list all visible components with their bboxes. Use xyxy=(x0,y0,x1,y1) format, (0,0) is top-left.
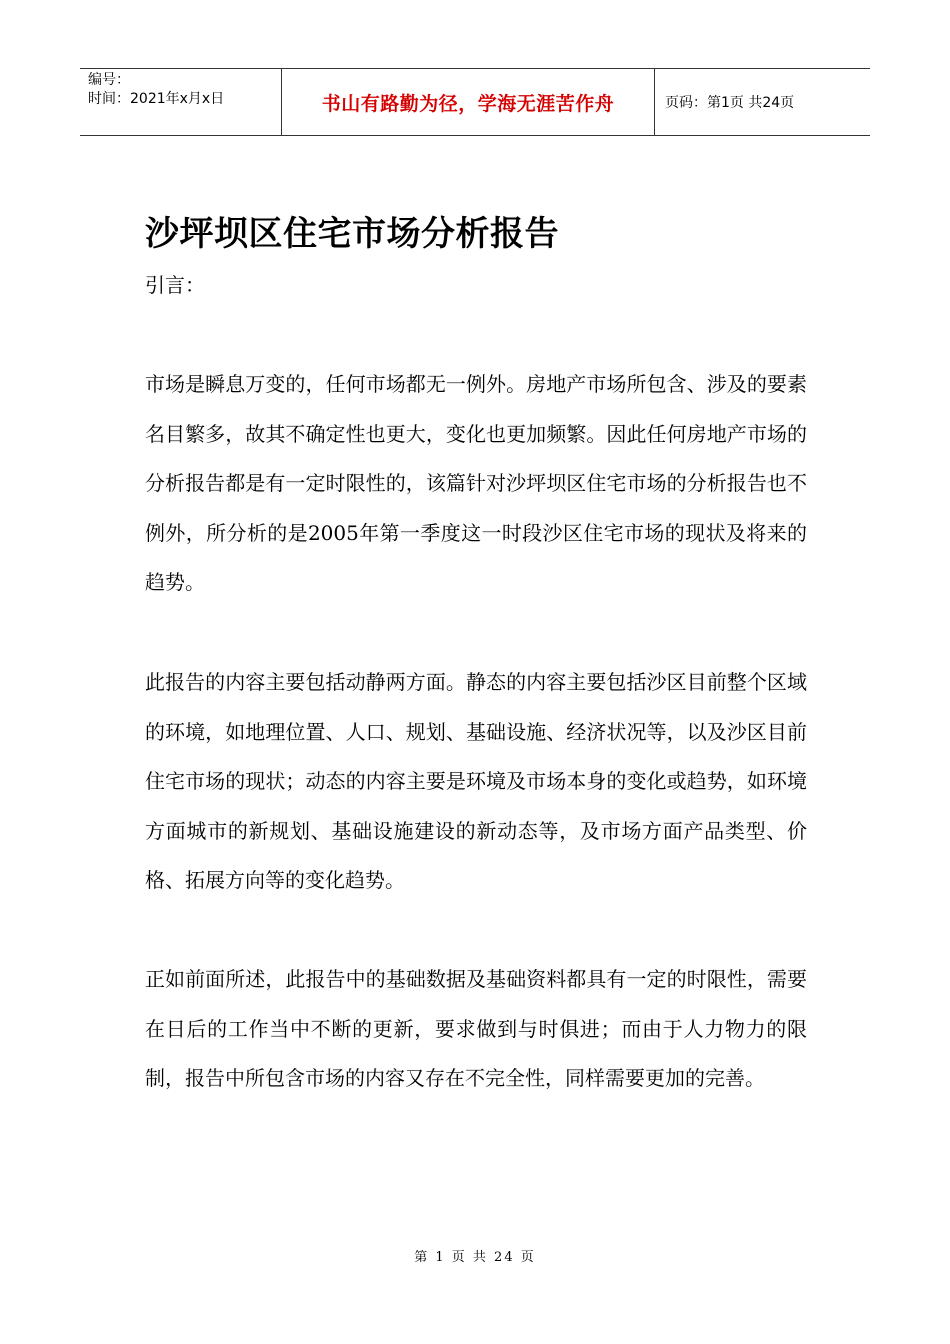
page-footer: 第 1 页 共 24 页 xyxy=(414,1250,536,1265)
paragraph-3: 正如前面所述，此报告中的基础数据及基础资料都具有一定的时限性，需要在日后的工作当中不断的更新，要求做到与时俱进；而由于人力物力的限制，报告中所包含市场的内容又存在不完全性，同样需要更加的完善。 xyxy=(145,967,807,1090)
paragraph-2: 此报告的内容主要包括动静两方面。静态的内容主要包括沙区目前整个区域的环境，如地理位置、人口、规划、基础设施、经济状况等，以及沙区目前住宅市场的现状；动态的内容主要是环境及市场本身的变化或趋势，如环境方面城市的新规划、基础设施建设的新动态等，及市场方面产品类型、价格、拓展方向等的变化趋势。 xyxy=(145,670,807,892)
paragraph-1: 市场是瞬息万变的，任何市场都无一例外。房地产市场所包含、涉及的要素名目繁多，故其不确定性也更大，变化也更加频繁。因此任何房地产市场的分析报告都是有一定时限性的，该篇针对沙坪坝区住宅市场的分析报告也不例外，所分析的是2005年第一季度这一时段沙区住宅市场的现状及将来的趋势。 xyxy=(145,372,807,594)
document-number-label: 编号： xyxy=(88,72,130,88)
header-page-info: 页码：第1页 共24页 xyxy=(665,95,795,111)
document-time-label: 时间：2021年x月x日 xyxy=(88,91,225,107)
header-meta-cell xyxy=(80,69,282,135)
document-title: 沙坪坝区住宅市场分析报告 xyxy=(145,214,559,254)
intro-label: 引言： xyxy=(145,273,205,297)
page-header xyxy=(80,68,870,136)
header-motto: 书山有路勤为径，学海无涯苦作舟 xyxy=(282,69,655,135)
